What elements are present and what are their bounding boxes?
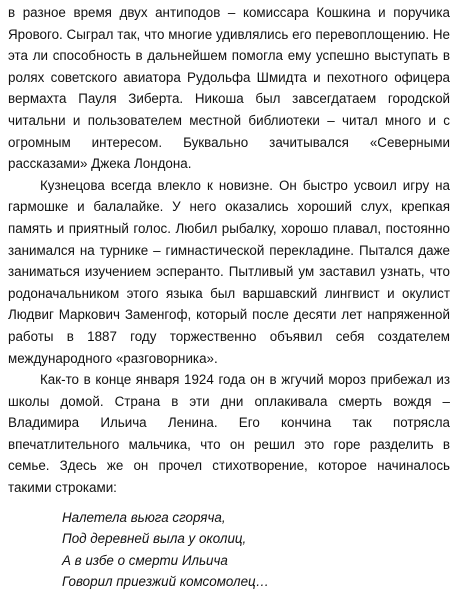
poem-line: Налетела вьюга сгоряча, — [62, 509, 226, 525]
poem-line: Говорил приезжий комсомолец… — [62, 574, 270, 590]
poem-line: А в избе о смерти Ильича — [62, 552, 228, 568]
paragraph-continuation: в разное время двух антиподов – комиссара Кошкина и поручика Ярового. Сыграл так, что многие удивлялись его перевоплощению. Не эта ли способность в дальнейшем помогла ему успешно выступать в ролях советского авиатора Рудольфа Шмидта и пехотного офицера вермахта Пауля Зиберта. Никоша был завсегдатаем городской читальни и пользователем местной библиотеки – читал много и с огромным интересом. Буквально зачитывался «Северными рассказами» Джека Лондона. — [8, 5, 450, 172]
poem-line: Под деревней выла у околиц, — [62, 531, 247, 547]
paragraph-kuznetsov-novelty: Кузнецова всегда влекло к новизне. Он быстро усвоил игру на гармошке и балалайке. У него оказались хороший слух, крепкая память и приятный голос. Любил рыбалку, хорошо плавал, постоянно занимался на турнике – гимнастической перекладине. Пытался даже заниматься изучением эсперанто. Пытливый ум заставил узнать, что родоначальником этого языка был варшавский лингвист и окулист Людвиг Маркович Заменгоф, который после десяти лет напряженной работы в 1887 году торжественно объявил себя создателем международного «разговорника». — [8, 177, 450, 366]
paragraph-january-1924: Как-то в конце января 1924 года он в жгучий мороз прибежал из школы домой. Страна в эти дни оплакивала смерть вождя – Владимира Ильича Ленина. Его кончина так потрясла впечатлительного мальчика, что он решил это горе разделить в семье. Здесь же он прочел стихотворение, которое начиналось такими строками: — [8, 372, 450, 496]
